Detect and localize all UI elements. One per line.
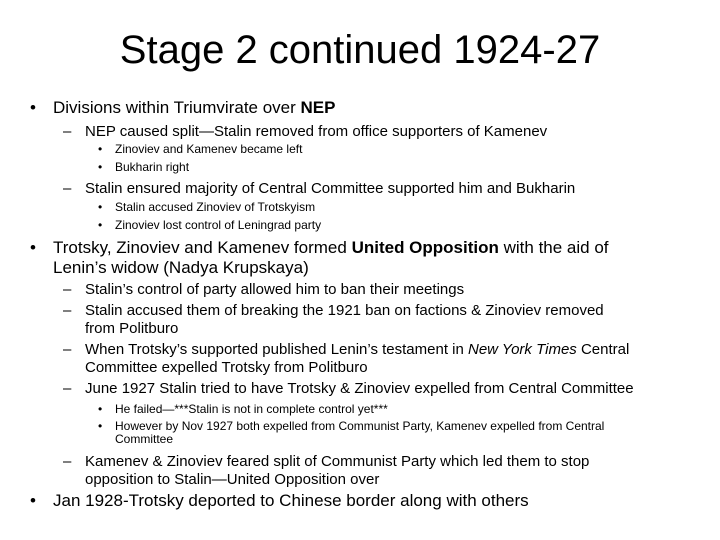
bullet-marker: • — [98, 142, 103, 156]
subbullet-majority — [63, 180, 713, 198]
bullet-marker: • — [30, 238, 36, 257]
bullet-text-post: with the aid of — [498, 238, 609, 257]
bullet-text: Bukharin right — [115, 160, 190, 174]
bullet-marker: – — [63, 453, 72, 470]
bullet-text: Stalin’s control of party allowed him to ban their meetings — [85, 281, 465, 298]
subsubbullet-left — [98, 143, 708, 156]
bullet-marker: – — [63, 380, 72, 397]
bullet-text-bold: NEP — [300, 98, 336, 117]
bullet-marker: • — [98, 419, 103, 433]
bullet-marker: • — [98, 200, 103, 214]
subbullet-factions — [63, 302, 713, 338]
bullet-text: Trotsky, Zinoviev and Kamenev formed — [53, 238, 352, 257]
subsubbullet-nov-1927 — [98, 420, 708, 446]
bullet-text-line2: from Politburo — [85, 320, 179, 337]
bullet-text-post: Central — [576, 341, 630, 358]
bullet-text: He failed—***Stalin is not in complete control yet*** — [115, 402, 388, 416]
bullet-united-opposition — [30, 238, 710, 278]
bullet-text: Zinoviev lost control of Leningrad party — [115, 218, 322, 232]
bullet-text: Stalin accused Zinoviev of Trotskyism — [115, 200, 316, 214]
bullet-text: NEP caused split—Stalin removed from office supporters of Kamenev — [85, 123, 548, 140]
bullet-text-line2: Lenin’s widow (Nadya Krupskaya) — [53, 258, 309, 277]
subbullet-ban-meetings — [63, 281, 713, 299]
subsubbullet-he-failed — [98, 403, 708, 416]
bullet-marker: – — [63, 302, 72, 319]
subbullet-testament — [63, 341, 713, 377]
bullet-marker: • — [98, 160, 103, 174]
subsubbullet-right — [98, 161, 708, 174]
bullet-text: Stalin accused them of breaking the 1921 ban on factions & Zinoviev removed — [85, 302, 604, 319]
bullet-marker: – — [63, 341, 72, 358]
bullet-marker: – — [63, 180, 72, 197]
bullet-text-line2: Committee expelled Trotsky from Politburo — [85, 359, 368, 376]
bullet-marker: • — [30, 491, 36, 510]
bullet-marker: • — [98, 218, 103, 232]
subbullet-nep-split — [63, 123, 713, 141]
subsubbullet-trotskyism — [98, 201, 708, 214]
bullet-marker: – — [63, 123, 72, 140]
bullet-text: Stalin ensured majority of Central Committee supported him and Bukharin — [85, 180, 576, 197]
bullet-text: Kamenev & Zinoviev feared split of Communist Party which led them to stop — [85, 453, 590, 470]
bullet-text: Zinoviev and Kamenev became left — [115, 142, 303, 156]
bullet-marker: • — [30, 98, 36, 117]
slide-title: Stage 2 continued 1924-27 — [119, 28, 601, 72]
bullet-text: Divisions within Triumvirate over — [53, 98, 301, 117]
bullet-jan-1928 — [30, 491, 710, 511]
subbullet-june-1927 — [63, 380, 713, 398]
subbullet-feared-split — [63, 453, 713, 489]
bullet-marker: • — [98, 402, 103, 416]
bullet-text: However by Nov 1927 both expelled from Communist Party, Kamenev expelled from Central — [115, 419, 605, 433]
subsubbullet-leningrad — [98, 219, 708, 232]
bullet-text: Jan 1928-Trotsky deported to Chinese border along with others — [53, 491, 529, 510]
bullet-text: June 1927 Stalin tried to have Trotsky & Zinoviev expelled from Central Committee — [85, 380, 634, 397]
bullet-text-italic: New York Times — [468, 341, 577, 358]
bullet-marker: – — [63, 281, 72, 298]
bullet-text-line2: opposition to Stalin—United Opposition over — [85, 471, 380, 488]
bullet-text-bold: United Opposition — [351, 238, 499, 257]
bullet-divisions — [30, 98, 710, 118]
bullet-text-line2: Committee — [115, 432, 174, 446]
bullet-text: When Trotsky’s supported published Lenin’s testament in — [85, 341, 468, 358]
